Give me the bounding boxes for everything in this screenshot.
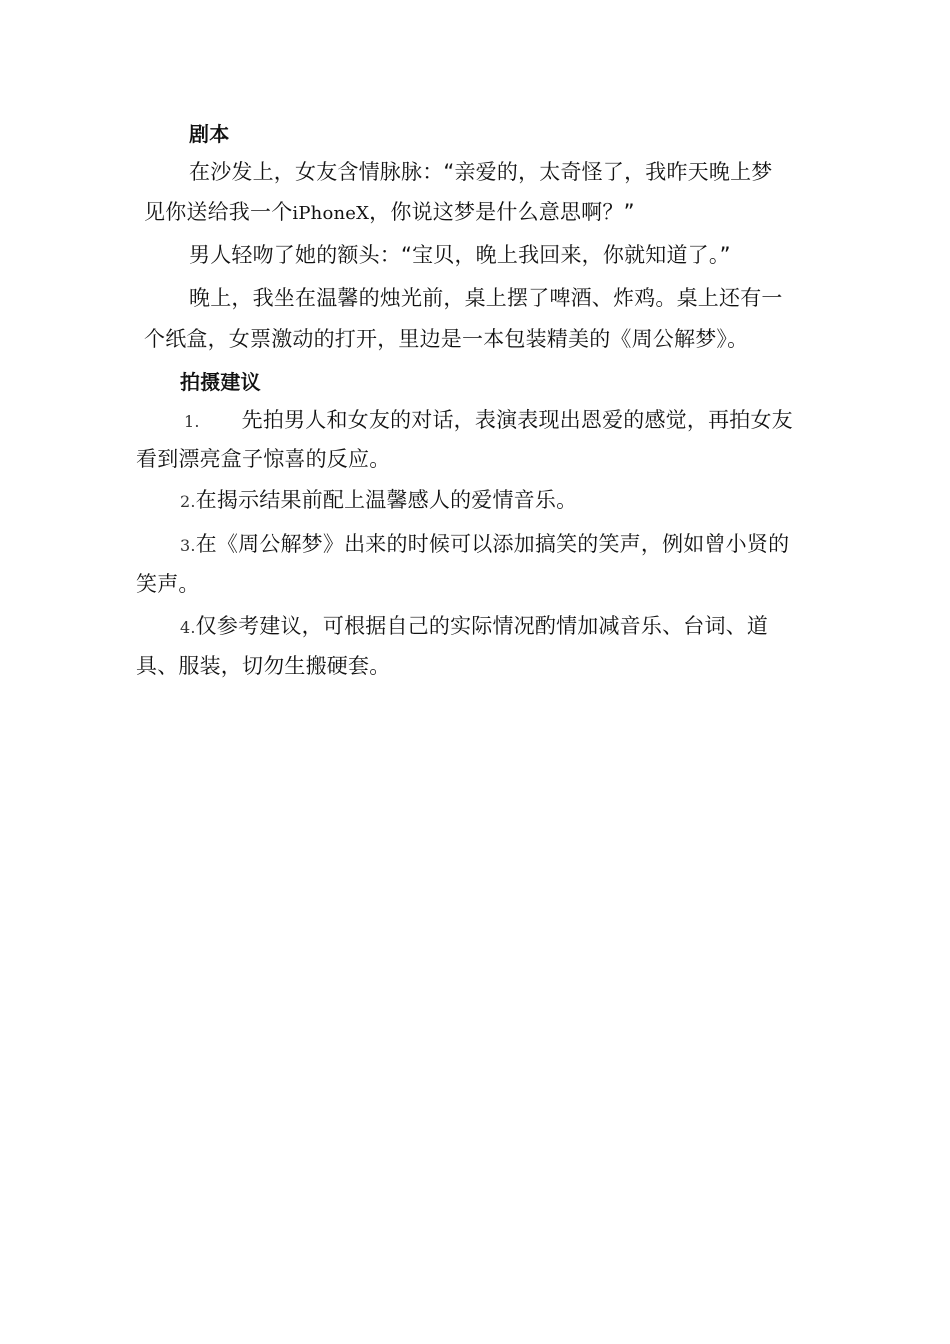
suggestion-text: 先拍男人和女友的对话，表演表现出恩爱的感觉，再拍女友 — [241, 408, 793, 432]
script-paragraph-1-line-1: 在沙发上，女友含情脉脉：“亲爱的，太奇怪了，我昨天晚上梦 — [189, 160, 773, 184]
suggestion-item-3-line-2: 笑声。 — [136, 572, 200, 596]
script-paragraph-1-line-2 — [144, 197, 635, 229]
suggestion-item-4-line-2: 具、服装，切勿生搬硬套。 — [136, 654, 391, 678]
suggestion-item-4-line-1 — [180, 611, 768, 643]
suggestion-number: 1. — [184, 412, 200, 431]
suggestion-number: 3. — [180, 536, 196, 555]
suggestion-text: 在揭示结果前配上温馨感人的爱情音乐。 — [195, 488, 578, 512]
product-name: iPhoneX — [292, 203, 370, 224]
suggestion-number: 4. — [180, 618, 196, 637]
suggestion-item-3-line-1 — [180, 529, 789, 561]
script-paragraph-2: 男人轻吻了她的额头：“宝贝，晚上我回来，你就知道了。” — [189, 243, 731, 267]
suggestion-text: 仅参考建议，可根据自己的实际情况酌情加减音乐、台词、道 — [195, 614, 769, 638]
script-paragraph-1-text: 见你送给我一个 — [144, 200, 293, 224]
script-heading: 剧本 — [189, 122, 230, 146]
suggestion-number: 2. — [180, 492, 196, 511]
suggestion-item-2-line-1 — [180, 485, 577, 517]
suggestion-item-1-line-1 — [184, 405, 793, 437]
suggestions-heading: 拍摄建议 — [180, 370, 261, 394]
script-paragraph-1-text-end: ，你说这梦是什么意思啊？” — [369, 200, 635, 224]
script-paragraph-3-line-1: 晚上，我坐在温馨的烛光前，桌上摆了啤酒、炸鸡。桌上还有一 — [189, 286, 783, 310]
script-paragraph-3-line-2: 个纸盒，女票激动的打开，里边是一本包装精美的《周公解梦》。 — [144, 327, 749, 351]
suggestion-text: 在《周公解梦》出来的时候可以添加搞笑的笑声，例如曾小贤的 — [195, 532, 790, 556]
suggestion-item-1-line-2: 看到漂亮盒子惊喜的反应。 — [136, 447, 391, 471]
